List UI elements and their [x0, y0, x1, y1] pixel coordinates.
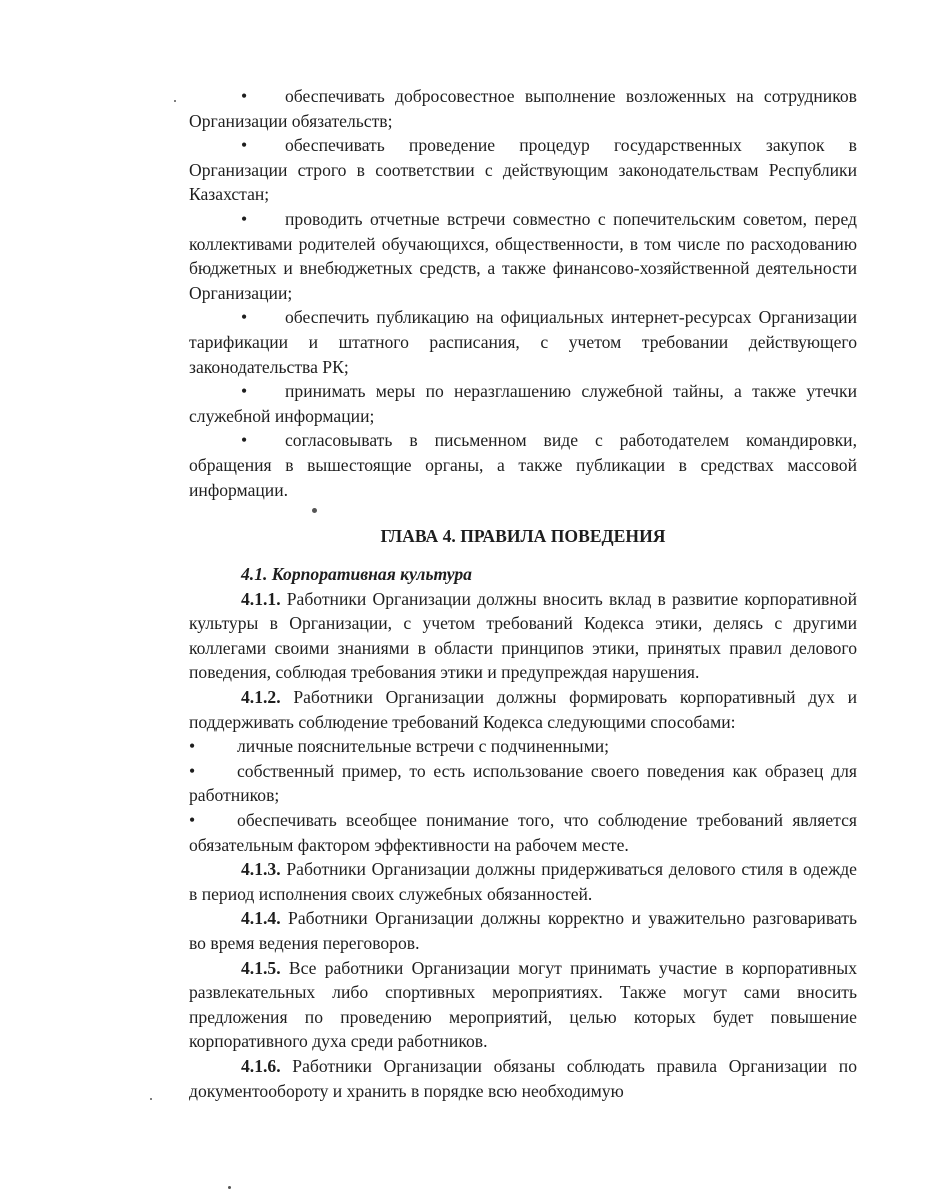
- list-item: [189, 133, 857, 207]
- chapter-title: ГЛАВА 4. ПРАВИЛА ПОВЕДЕНИЯ: [380, 526, 666, 547]
- scan-speck: [150, 1098, 152, 1100]
- clause-number: 4.1.2.: [241, 687, 281, 708]
- clause-text: Работники Организации должны вносить вклад в развитие корпоративной культуры в Организации, с учетом требований Кодекса этики, делясь с другими коллегами своими знаниями в области принципов этики, принятых правил делового поведения, соблюдая требования этики и предупреждая нарушения.: [189, 588, 857, 683]
- list-item-text: обеспечивать всеобщее понимание того, что соблюдение требований является обязательным фактором эффективности на рабочем месте.: [189, 810, 857, 855]
- clause-number: 4.1.1.: [241, 588, 281, 609]
- clause-4-1-4: [189, 906, 857, 955]
- bullet-icon: •: [241, 135, 248, 156]
- list-item: [189, 759, 857, 808]
- bullet-icon: •: [189, 810, 196, 831]
- clause-4-1-2: [189, 685, 857, 734]
- clause-number: 4.1.6.: [241, 1055, 281, 1076]
- list-item: [189, 428, 857, 502]
- list-item: [189, 808, 857, 857]
- clause-number: 4.1.3.: [241, 859, 281, 880]
- bullet-icon: •: [189, 760, 196, 781]
- list-item: [189, 207, 857, 305]
- bullet-icon: •: [241, 86, 248, 106]
- clause-4-1-6: [189, 1054, 857, 1103]
- clause-text: Работники Организации должны придерживаться делового стиля в одежде в период исполнения своих служебных обязанностей.: [189, 859, 857, 904]
- bullet-icon: •: [241, 307, 248, 328]
- document-page: [189, 84, 857, 1103]
- scan-speck: [228, 1186, 231, 1189]
- clause-4-1-3: [189, 857, 857, 906]
- list-item-text: обеспечивать проведение процедур государственных закупок в Организации строго в соответствии с действующим законодательствам Республики Казахстан;: [189, 135, 857, 205]
- clause-4-1-1: [189, 587, 857, 685]
- clause-text: Все работники Организации могут принимать участие в корпоративных развлекательных либо спортивных мероприятиях. Также могут сами вносить предложения по проведению мероприятий, целью которых будет повышение корпоративного духа среди работников.: [189, 957, 857, 1052]
- section-title: 4.1. Корпоративная культура: [241, 564, 472, 585]
- clause-text: Работники Организации должны формировать корпоративный дух и поддерживать соблюдение требований Кодекса следующими способами:: [189, 687, 857, 732]
- list-item-text: согласовывать в письменном виде с работодателем командировки, обращения в вышестоящие органы, а также публикации в средствах массовой информации.: [189, 430, 857, 500]
- list-item: [189, 379, 857, 428]
- bullet-icon: •: [241, 208, 248, 229]
- scan-speck: [312, 508, 317, 513]
- list-item: [189, 734, 857, 759]
- bullet-icon: •: [241, 381, 248, 402]
- list-item-text: обеспечить публикацию на официальных интернет-ресурсах Организации тарификации и штатного расписания, с учетом требовании действующего законодательства РК;: [189, 307, 857, 377]
- list-item-text: личные пояснительные встречи с подчиненными;: [237, 736, 610, 757]
- bullet-icon: •: [189, 736, 196, 757]
- clause-text: Работники Организации обязаны соблюдать правила Организации по документообороту и хранить в порядке всю необходимую: [189, 1055, 857, 1101]
- list-item: [189, 305, 857, 379]
- scan-speck: [174, 100, 176, 102]
- clause-text: Работники Организации должны корректно и уважительно разговаривать во время ведения переговоров.: [189, 908, 857, 953]
- list-item-text: проводить отчетные встречи совместно с попечительским советом, перед коллективами родителей обучающихся, общественности, в том числе по расходованию бюджетных и внебюджетных средств, а также финансово-хозяйственной деятельности Организации;: [189, 208, 857, 303]
- clause-4-1-5: [189, 956, 857, 1054]
- list-item-text: собственный пример, то есть использование своего поведения как образец для работников;: [189, 760, 857, 806]
- clause-number: 4.1.5.: [241, 957, 281, 978]
- clause-number: 4.1.4.: [241, 908, 281, 929]
- bullet-icon: •: [241, 430, 248, 451]
- list-item-text: обеспечивать добросовестное выполнение возложенных на сотрудников Организации обязательств;: [189, 86, 857, 131]
- list-item-text: принимать меры по неразглашению служебной тайны, а также утечки служебной информации;: [189, 381, 857, 426]
- list-item: [189, 84, 857, 133]
